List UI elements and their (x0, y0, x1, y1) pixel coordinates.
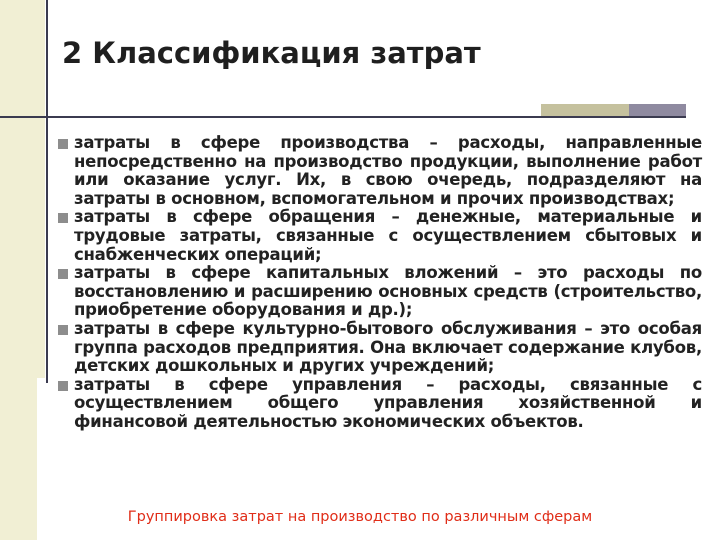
bullet-text: затраты в сфере управления – расходы, связанные с осуществлением общего управления хозяйственной и финансовой деятельностью экономических объектов. (74, 374, 702, 431)
bullet-text: затраты в сфере обращения – денежные, материальные и трудовые затраты, связанные с осуществлением сбытовых и снабженческих операций; (74, 207, 702, 264)
bullet-item (62, 134, 702, 208)
bullet-item (62, 376, 702, 432)
left-decor-panel (0, 0, 37, 540)
bullet-item (62, 208, 702, 264)
bullet-item (62, 320, 702, 376)
slide-caption: Группировка затрат на производство по различным сферам (127, 509, 593, 525)
accent-block-light (541, 104, 629, 116)
square-bullet-icon (58, 381, 68, 391)
bullet-text: затраты в сфере капитальных вложений – это расходы по восстановлению и расширению основных средств (строительство, приобретение оборудования и др.); (74, 263, 702, 320)
square-bullet-icon (58, 269, 68, 279)
bullet-item (62, 264, 702, 320)
left-decor-bar (37, 0, 45, 378)
square-bullet-icon (58, 213, 68, 223)
vertical-rule (46, 0, 48, 383)
bullet-text: затраты в сфере культурно-бытового обслуживания – это особая группа расходов предприятия. Она включает содержание клубов, детских дошкольных и других учреждений; (74, 318, 702, 376)
slide-title: 2 Классификация затрат (62, 36, 481, 70)
accent-block-dark (629, 104, 686, 116)
bullet-list (62, 134, 702, 432)
bullet-text: затраты в сфере производства – расходы, направленные непосредственно на производство продукции, выполнение работ или оказание услуг. Их, в свою очередь, подразделяют на затраты в основном, вспомогательном и прочих производствах; (74, 133, 702, 208)
square-bullet-icon (58, 139, 68, 149)
horizontal-rule (0, 116, 686, 118)
square-bullet-icon (58, 325, 68, 335)
